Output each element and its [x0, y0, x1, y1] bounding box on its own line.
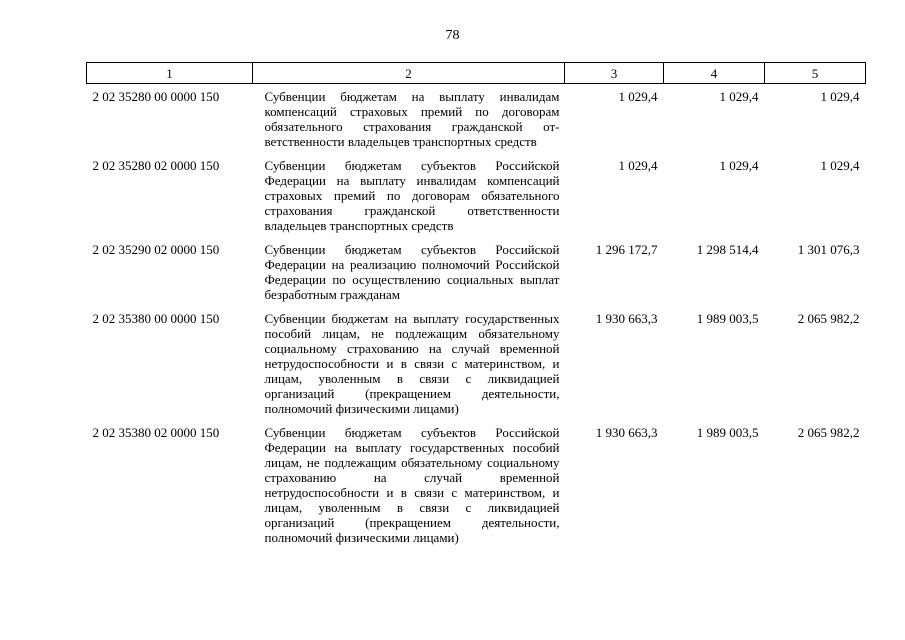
- row-description: Субвенции бюджетам субъектов Российской Федерации на реализацию полномочий Российской Федерации по осуществлению социальных выплат безработным гражданам: [264, 242, 560, 302]
- amount-col4: 1 029,4: [719, 158, 759, 173]
- column-header-3: 3: [565, 63, 664, 84]
- column-header-1: 1: [87, 63, 253, 84]
- amount-col5: 1 301 076,3: [797, 242, 860, 257]
- table-row: [87, 306, 866, 420]
- budget-code: 2 02 35290 02 0000 150: [92, 242, 220, 257]
- row-description: Субвенции бюджетам на выплату государственных пособий лицам, не подлежащим обязательному социальному страхованию на случай временной нетрудоспособности и в связи с материнством, и лицам, уволенным в связи с ликвидацией организаций (прекращением деятельности, полномочий физическими лицами): [264, 311, 560, 416]
- amount-col3: 1 930 663,3: [595, 311, 658, 326]
- amount-col5: 2 065 982,2: [797, 311, 860, 326]
- amount-col3: 1 029,4: [618, 89, 658, 104]
- amount-col3: 1 930 663,3: [595, 425, 658, 440]
- budget-table: [86, 62, 866, 549]
- budget-code: 2 02 35380 02 0000 150: [92, 425, 220, 440]
- table-row: [87, 237, 866, 306]
- row-description: Субвенции бюджетам субъектов Российской Федерации на выплату инвалидам компенсаций страховых премий по договорам обязательного страхования гражданской ответственности владельцев транспортных средств: [264, 158, 560, 233]
- amount-col5: 2 065 982,2: [797, 425, 860, 440]
- amount-col4: 1 989 003,5: [696, 311, 759, 326]
- budget-code: 2 02 35380 00 0000 150: [92, 311, 220, 326]
- amount-col5: 1 029,4: [820, 158, 860, 173]
- amount-col3: 1 029,4: [618, 158, 658, 173]
- budget-code: 2 02 35280 00 0000 150: [92, 89, 220, 104]
- table-row: [87, 420, 866, 549]
- amount-col4: 1 989 003,5: [696, 425, 759, 440]
- column-header-5: 5: [765, 63, 866, 84]
- amount-col5: 1 029,4: [820, 89, 860, 104]
- amount-col4: 1 298 514,4: [696, 242, 759, 257]
- row-description: Субвенции бюджетам субъектов Российской Федерации на выплату государственных пособий лицам, не подлежащим обязательному социальному страхованию на случай временной нетрудоспособности и в связи с материнством, и лицам, уволенным в связи с ликвидацией организаций (прекращением деятельности, полномочий физическими лицами): [264, 425, 560, 545]
- amount-col4: 1 029,4: [719, 89, 759, 104]
- budget-code: 2 02 35280 02 0000 150: [92, 158, 220, 173]
- amount-col3: 1 296 172,7: [595, 242, 658, 257]
- column-header-4: 4: [664, 63, 765, 84]
- table-row: [87, 153, 866, 237]
- table-header-row: [87, 63, 866, 84]
- column-header-2: 2: [253, 63, 565, 84]
- row-description: Субвенции бюджетам на выплату инвалидам компенсаций страховых премий по договорам обязательного страхования гражданской ответственности владельцев транспортных средств: [264, 89, 560, 149]
- table-row: [87, 84, 866, 154]
- page-number: 78: [445, 28, 460, 43]
